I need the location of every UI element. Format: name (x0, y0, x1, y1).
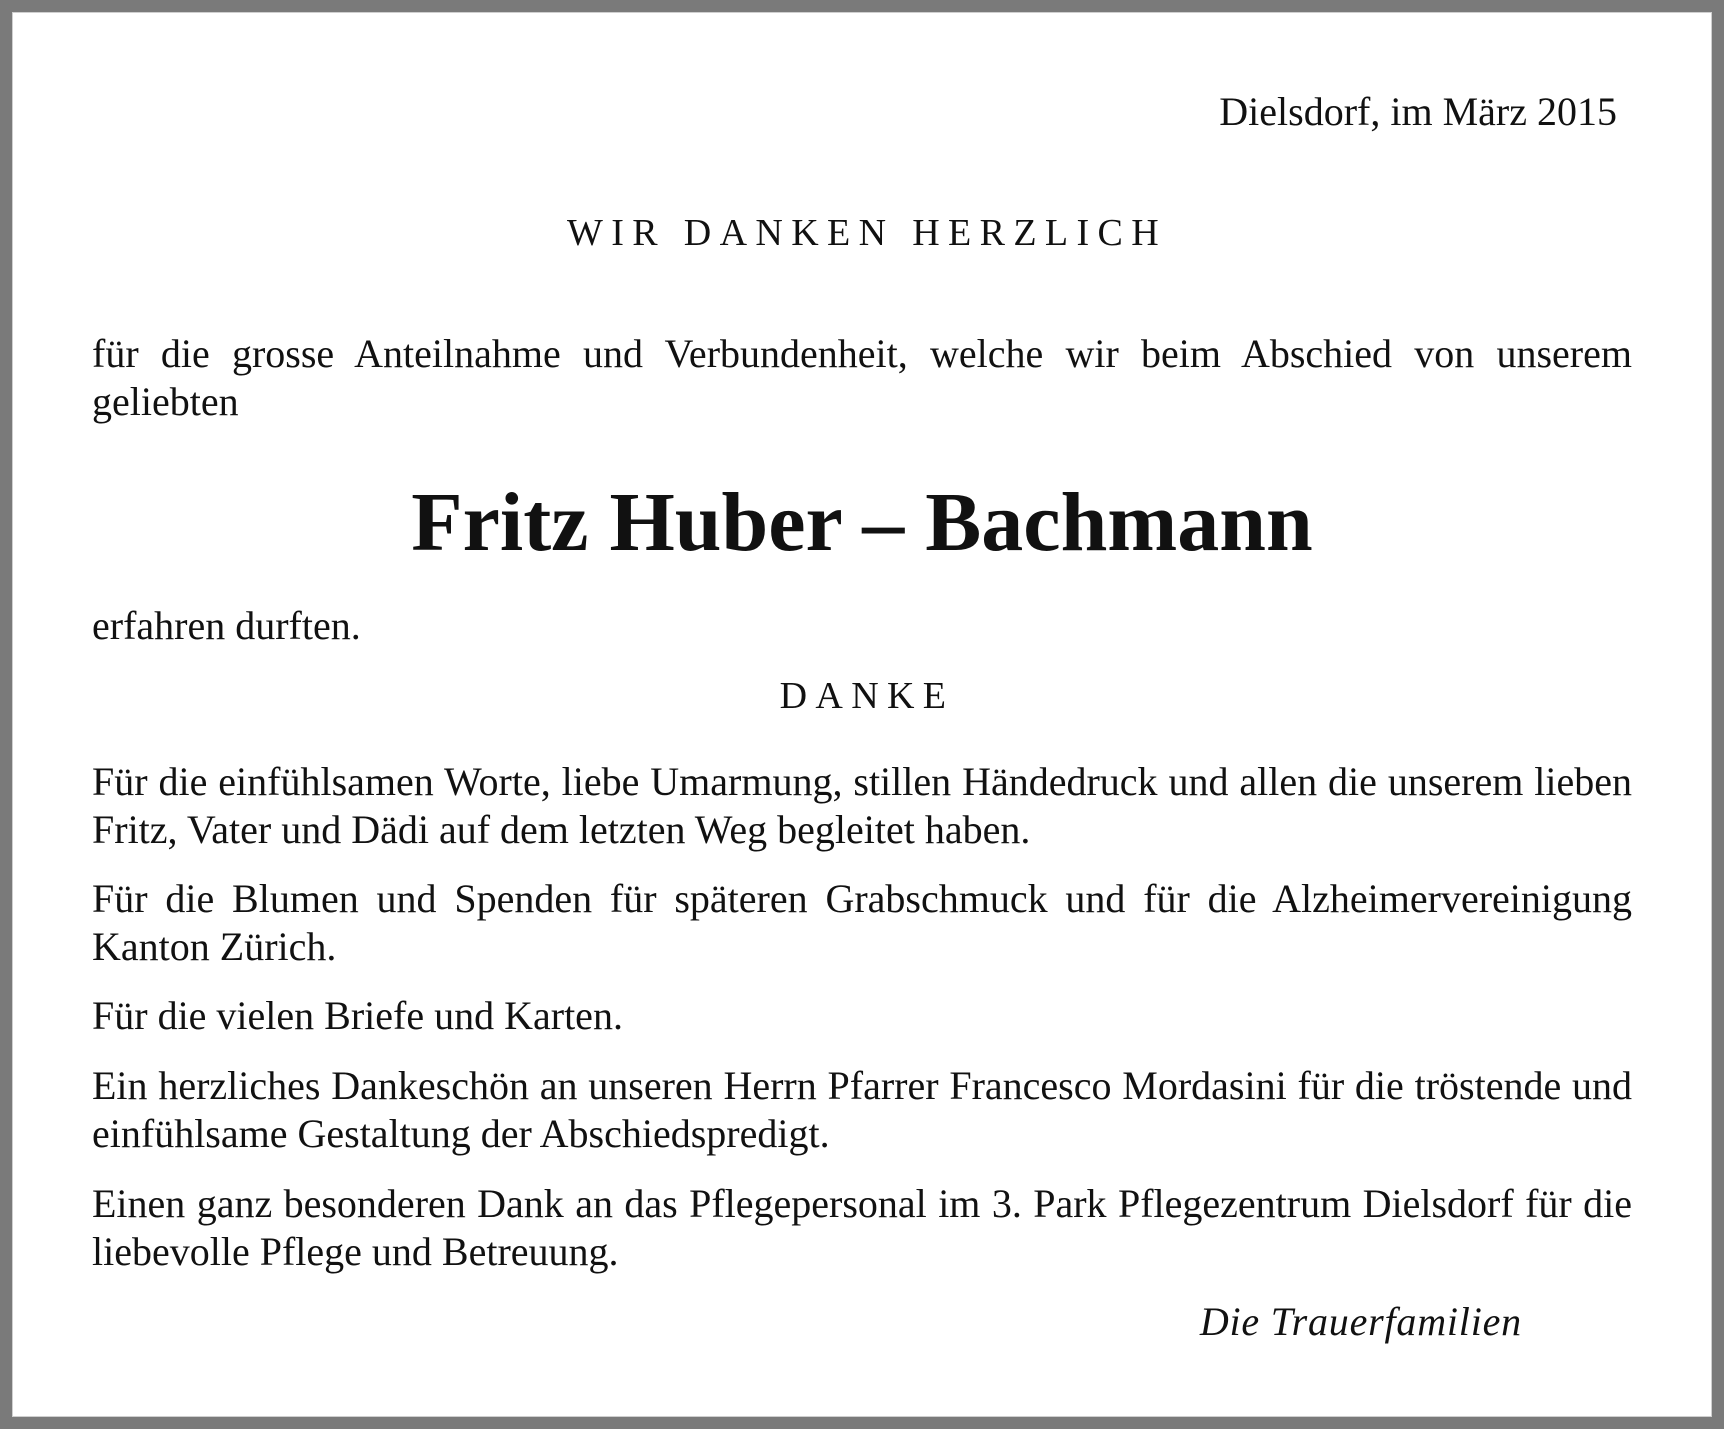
signature: Die Trauerfamilien (1199, 1299, 1522, 1344)
heading-danke: DANKE (779, 675, 955, 717)
thanks-paragraph: Ein herzliches Dankeschön an unseren Herrn Pfarrer Francesco Mordasini für die tröstende und einfühlsame Gestaltung der Abschiedspredigt. (92, 1063, 1632, 1156)
thanks-paragraph: Für die vielen Briefe und Karten. (92, 993, 623, 1038)
date-line: Dielsdorf, im März 2015 (1219, 89, 1617, 134)
intro-paragraph: für die grosse Anteilnahme und Verbundenheit, welche wir beim Abschied von unserem geliebten (92, 331, 1632, 424)
thanks-paragraph: Einen ganz besonderen Dank an das Pflegepersonal im 3. Park Pflegezentrum Dielsdorf für die liebevolle Pflege und Betreuung. (92, 1181, 1632, 1274)
thanks-paragraph: Für die Blumen und Spenden für späteren Grabschmuck und für die Alzheimervereinigung Kanton Zürich. (92, 876, 1632, 969)
thanks-paragraph: Für die einfühlsamen Worte, liebe Umarmung, stillen Händedruck und allen die unserem lieben Fritz, Vater und Dädi auf dem letzten Weg begleitet haben. (92, 759, 1632, 852)
deceased-name: Fritz Huber – Bachmann (411, 476, 1313, 569)
document-page (12, 12, 1712, 1417)
heading-thanks: WIR DANKEN HERZLICH (567, 212, 1167, 254)
after-name-text: erfahren durften. (92, 603, 361, 648)
